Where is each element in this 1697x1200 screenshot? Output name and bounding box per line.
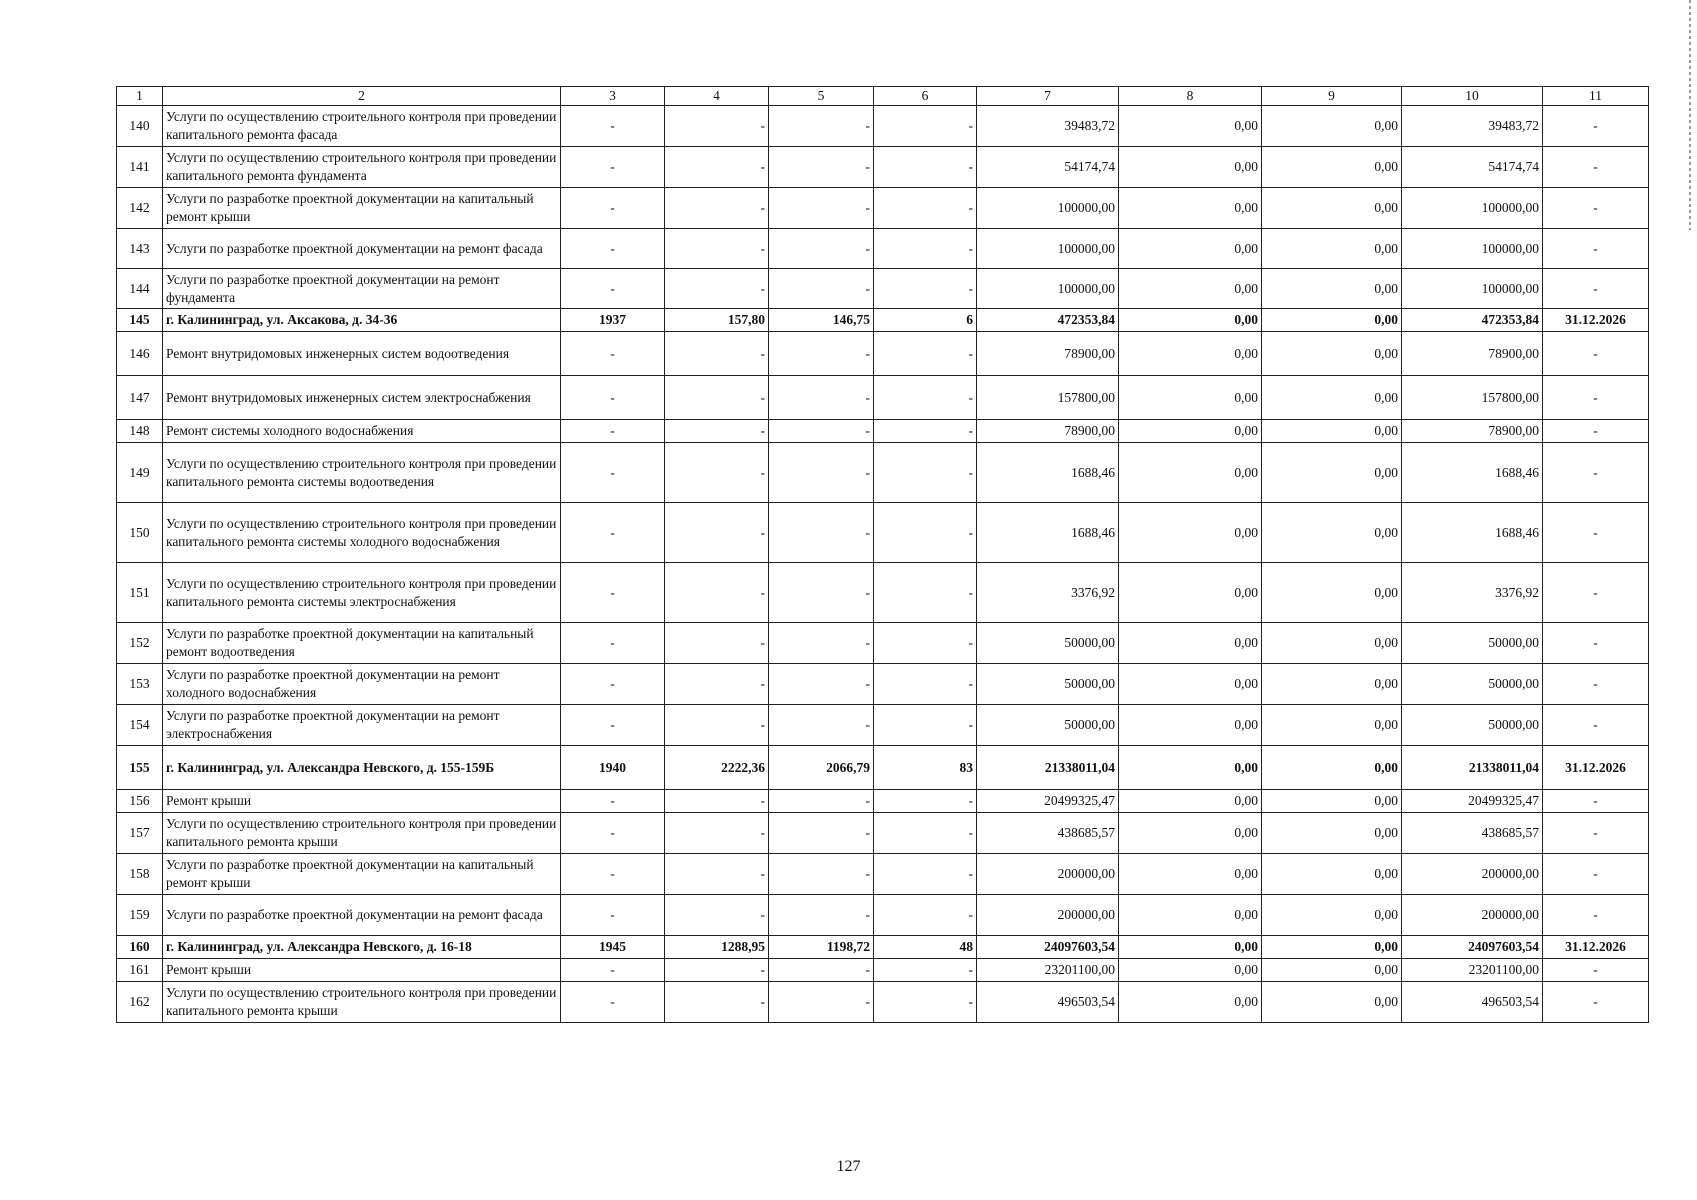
value-cell-c8: 0,00 (1119, 229, 1262, 269)
value-cell-c4: - (665, 376, 769, 420)
value-cell-c3: - (561, 982, 665, 1023)
value-cell-c7: 472353,84 (977, 309, 1119, 332)
value-cell-c9: 0,00 (1262, 229, 1402, 269)
value-cell-c3: - (561, 332, 665, 376)
value-cell-c5: - (769, 982, 874, 1023)
value-cell-c7: 200000,00 (977, 854, 1119, 895)
table-row (117, 147, 1649, 188)
value-cell-c7: 100000,00 (977, 269, 1119, 309)
scan-edge-mark (1689, 0, 1691, 230)
value-cell-c5: - (769, 443, 874, 503)
value-cell-c5: - (769, 503, 874, 563)
value-cell-c8: 0,00 (1119, 420, 1262, 443)
table-row (117, 790, 1649, 813)
value-cell-c9: 0,00 (1262, 623, 1402, 664)
value-cell-c7: 24097603,54 (977, 936, 1119, 959)
value-cell-c10: 78900,00 (1402, 420, 1543, 443)
value-cell-c8: 0,00 (1119, 147, 1262, 188)
value-cell-c10: 50000,00 (1402, 623, 1543, 664)
row-number-cell: 150 (117, 503, 163, 563)
value-cell-c6: - (874, 959, 977, 982)
value-cell-c6: 6 (874, 309, 977, 332)
value-cell-c10: 78900,00 (1402, 332, 1543, 376)
value-cell-c7: 3376,92 (977, 563, 1119, 623)
value-cell-c3: - (561, 705, 665, 746)
table-row (117, 705, 1649, 746)
value-cell-c5: - (769, 664, 874, 705)
value-cell-c8: 0,00 (1119, 895, 1262, 936)
header-cell: 6 (874, 87, 977, 106)
value-cell-c3: 1940 (561, 746, 665, 790)
table-row (117, 936, 1649, 959)
value-cell-c8: 0,00 (1119, 854, 1262, 895)
row-name-cell: г. Калининград, ул. Аксакова, д. 34-36 (163, 309, 561, 332)
value-cell-c6: 83 (874, 746, 977, 790)
value-cell-c11: - (1543, 269, 1649, 309)
value-cell-c9: 0,00 (1262, 376, 1402, 420)
value-cell-c8: 0,00 (1119, 443, 1262, 503)
row-number-cell: 152 (117, 623, 163, 664)
value-cell-c8: 0,00 (1119, 376, 1262, 420)
value-cell-c7: 438685,57 (977, 813, 1119, 854)
value-cell-c6: - (874, 106, 977, 147)
row-name-cell: Услуги по разработке проектной документации на капитальный ремонт крыши (163, 188, 561, 229)
value-cell-c7: 50000,00 (977, 664, 1119, 705)
value-cell-c3: - (561, 895, 665, 936)
table-row (117, 309, 1649, 332)
value-cell-c11: - (1543, 443, 1649, 503)
row-name-cell: Ремонт внутридомовых инженерных систем электроснабжения (163, 376, 561, 420)
table-row (117, 443, 1649, 503)
value-cell-c5: - (769, 376, 874, 420)
value-cell-c7: 78900,00 (977, 420, 1119, 443)
value-cell-c11: - (1543, 813, 1649, 854)
row-name-cell: Ремонт крыши (163, 790, 561, 813)
value-cell-c4: - (665, 664, 769, 705)
row-name-cell: Услуги по разработке проектной документации на ремонт фасада (163, 229, 561, 269)
row-name-cell: Услуги по разработке проектной документации на ремонт фасада (163, 895, 561, 936)
value-cell-c5: - (769, 147, 874, 188)
value-cell-c7: 78900,00 (977, 332, 1119, 376)
row-name-cell: Ремонт системы холодного водоснабжения (163, 420, 561, 443)
repair-program-table (116, 86, 1649, 1023)
value-cell-c4: - (665, 959, 769, 982)
value-cell-c4: 2222,36 (665, 746, 769, 790)
header-cell: 4 (665, 87, 769, 106)
value-cell-c7: 23201100,00 (977, 959, 1119, 982)
value-cell-c6: - (874, 982, 977, 1023)
value-cell-c4: - (665, 420, 769, 443)
value-cell-c9: 0,00 (1262, 147, 1402, 188)
value-cell-c8: 0,00 (1119, 332, 1262, 376)
value-cell-c5: 2066,79 (769, 746, 874, 790)
value-cell-c4: - (665, 705, 769, 746)
row-number-cell: 145 (117, 309, 163, 332)
header-cell: 10 (1402, 87, 1543, 106)
table-row (117, 623, 1649, 664)
value-cell-c4: - (665, 443, 769, 503)
value-cell-c8: 0,00 (1119, 106, 1262, 147)
value-cell-c11: - (1543, 895, 1649, 936)
value-cell-c8: 0,00 (1119, 309, 1262, 332)
value-cell-c3: - (561, 443, 665, 503)
value-cell-c10: 23201100,00 (1402, 959, 1543, 982)
table-row (117, 746, 1649, 790)
value-cell-c9: 0,00 (1262, 420, 1402, 443)
row-name-cell: г. Калининград, ул. Александра Невского, д. 155-159Б (163, 746, 561, 790)
value-cell-c5: - (769, 332, 874, 376)
value-cell-c3: - (561, 813, 665, 854)
value-cell-c4: - (665, 229, 769, 269)
value-cell-c3: - (561, 147, 665, 188)
table-row (117, 376, 1649, 420)
value-cell-c10: 50000,00 (1402, 664, 1543, 705)
value-cell-c3: - (561, 106, 665, 147)
value-cell-c7: 21338011,04 (977, 746, 1119, 790)
value-cell-c6: - (874, 332, 977, 376)
value-cell-c9: 0,00 (1262, 790, 1402, 813)
value-cell-c9: 0,00 (1262, 106, 1402, 147)
row-number-cell: 140 (117, 106, 163, 147)
value-cell-c11: - (1543, 854, 1649, 895)
value-cell-c6: - (874, 229, 977, 269)
value-cell-c11: - (1543, 147, 1649, 188)
value-cell-c10: 1688,46 (1402, 503, 1543, 563)
value-cell-c4: - (665, 895, 769, 936)
value-cell-c9: 0,00 (1262, 503, 1402, 563)
value-cell-c3: - (561, 503, 665, 563)
table-row (117, 332, 1649, 376)
value-cell-c3: - (561, 420, 665, 443)
value-cell-c6: - (874, 188, 977, 229)
table-row (117, 563, 1649, 623)
value-cell-c11: - (1543, 188, 1649, 229)
value-cell-c6: - (874, 376, 977, 420)
value-cell-c7: 1688,46 (977, 443, 1119, 503)
value-cell-c4: - (665, 188, 769, 229)
header-cell: 5 (769, 87, 874, 106)
value-cell-c5: - (769, 229, 874, 269)
row-number-cell: 154 (117, 705, 163, 746)
value-cell-c8: 0,00 (1119, 746, 1262, 790)
value-cell-c5: 1198,72 (769, 936, 874, 959)
value-cell-c10: 157800,00 (1402, 376, 1543, 420)
table-row (117, 813, 1649, 854)
value-cell-c9: 0,00 (1262, 309, 1402, 332)
row-name-cell: Ремонт крыши (163, 959, 561, 982)
value-cell-c4: 1288,95 (665, 936, 769, 959)
value-cell-c9: 0,00 (1262, 664, 1402, 705)
value-cell-c5: - (769, 563, 874, 623)
value-cell-c11: - (1543, 790, 1649, 813)
value-cell-c8: 0,00 (1119, 790, 1262, 813)
row-number-cell: 158 (117, 854, 163, 895)
value-cell-c4: - (665, 147, 769, 188)
table-row (117, 959, 1649, 982)
value-cell-c3: - (561, 269, 665, 309)
value-cell-c11: 31.12.2026 (1543, 936, 1649, 959)
row-number-cell: 156 (117, 790, 163, 813)
value-cell-c9: 0,00 (1262, 854, 1402, 895)
value-cell-c4: - (665, 106, 769, 147)
table-row (117, 664, 1649, 705)
header-cell: 9 (1262, 87, 1402, 106)
value-cell-c8: 0,00 (1119, 664, 1262, 705)
value-cell-c4: - (665, 269, 769, 309)
value-cell-c6: - (874, 705, 977, 746)
value-cell-c3: - (561, 563, 665, 623)
value-cell-c7: 50000,00 (977, 623, 1119, 664)
value-cell-c11: 31.12.2026 (1543, 746, 1649, 790)
value-cell-c7: 200000,00 (977, 895, 1119, 936)
value-cell-c7: 1688,46 (977, 503, 1119, 563)
table-row (117, 229, 1649, 269)
row-name-cell: Услуги по осуществлению строительного контроля при проведении капитального ремонта системы электроснабжения (163, 563, 561, 623)
value-cell-c11: 31.12.2026 (1543, 309, 1649, 332)
value-cell-c11: - (1543, 420, 1649, 443)
value-cell-c5: - (769, 959, 874, 982)
value-cell-c11: - (1543, 705, 1649, 746)
table-row (117, 269, 1649, 309)
value-cell-c3: - (561, 854, 665, 895)
value-cell-c8: 0,00 (1119, 936, 1262, 959)
value-cell-c10: 200000,00 (1402, 854, 1543, 895)
value-cell-c4: - (665, 790, 769, 813)
value-cell-c6: - (874, 854, 977, 895)
row-number-cell: 141 (117, 147, 163, 188)
row-name-cell: Услуги по разработке проектной документации на ремонт холодного водоснабжения (163, 664, 561, 705)
value-cell-c7: 50000,00 (977, 705, 1119, 746)
value-cell-c3: - (561, 959, 665, 982)
value-cell-c10: 39483,72 (1402, 106, 1543, 147)
value-cell-c10: 100000,00 (1402, 188, 1543, 229)
table-row (117, 106, 1649, 147)
header-cell: 2 (163, 87, 561, 106)
value-cell-c6: - (874, 790, 977, 813)
header-cell: 1 (117, 87, 163, 106)
value-cell-c5: - (769, 420, 874, 443)
header-cell: 8 (1119, 87, 1262, 106)
row-number-cell: 149 (117, 443, 163, 503)
value-cell-c9: 0,00 (1262, 443, 1402, 503)
value-cell-c5: - (769, 269, 874, 309)
value-cell-c10: 1688,46 (1402, 443, 1543, 503)
column-number-header (117, 87, 1649, 106)
row-name-cell: Услуги по осуществлению строительного контроля при проведении капитального ремонта фасада (163, 106, 561, 147)
value-cell-c10: 24097603,54 (1402, 936, 1543, 959)
value-cell-c7: 496503,54 (977, 982, 1119, 1023)
value-cell-c9: 0,00 (1262, 746, 1402, 790)
value-cell-c6: - (874, 813, 977, 854)
row-number-cell: 153 (117, 664, 163, 705)
value-cell-c9: 0,00 (1262, 563, 1402, 623)
value-cell-c9: 0,00 (1262, 269, 1402, 309)
value-cell-c6: 48 (874, 936, 977, 959)
value-cell-c8: 0,00 (1119, 959, 1262, 982)
value-cell-c5: - (769, 106, 874, 147)
value-cell-c6: - (874, 443, 977, 503)
value-cell-c11: - (1543, 332, 1649, 376)
table-body (117, 106, 1649, 1023)
value-cell-c8: 0,00 (1119, 188, 1262, 229)
value-cell-c4: - (665, 813, 769, 854)
row-name-cell: Услуги по разработке проектной документации на капитальный ремонт водоотведения (163, 623, 561, 664)
value-cell-c4: - (665, 623, 769, 664)
value-cell-c3: - (561, 376, 665, 420)
table-row (117, 982, 1649, 1023)
value-cell-c4: - (665, 854, 769, 895)
value-cell-c11: - (1543, 503, 1649, 563)
header-cell: 7 (977, 87, 1119, 106)
value-cell-c9: 0,00 (1262, 982, 1402, 1023)
value-cell-c6: - (874, 895, 977, 936)
value-cell-c11: - (1543, 664, 1649, 705)
value-cell-c5: - (769, 705, 874, 746)
row-number-cell: 146 (117, 332, 163, 376)
value-cell-c6: - (874, 269, 977, 309)
value-cell-c6: - (874, 623, 977, 664)
row-number-cell: 159 (117, 895, 163, 936)
value-cell-c9: 0,00 (1262, 936, 1402, 959)
value-cell-c7: 39483,72 (977, 106, 1119, 147)
value-cell-c9: 0,00 (1262, 813, 1402, 854)
value-cell-c7: 100000,00 (977, 229, 1119, 269)
value-cell-c9: 0,00 (1262, 895, 1402, 936)
header-cell: 3 (561, 87, 665, 106)
value-cell-c10: 54174,74 (1402, 147, 1543, 188)
value-cell-c8: 0,00 (1119, 563, 1262, 623)
table-row (117, 188, 1649, 229)
value-cell-c8: 0,00 (1119, 813, 1262, 854)
row-number-cell: 148 (117, 420, 163, 443)
value-cell-c8: 0,00 (1119, 503, 1262, 563)
value-cell-c9: 0,00 (1262, 188, 1402, 229)
row-name-cell: Услуги по разработке проектной документации на ремонт фундамента (163, 269, 561, 309)
value-cell-c8: 0,00 (1119, 269, 1262, 309)
table-row (117, 503, 1649, 563)
value-cell-c7: 54174,74 (977, 147, 1119, 188)
row-name-cell: Услуги по осуществлению строительного контроля при проведении капитального ремонта фундамента (163, 147, 561, 188)
table-row (117, 895, 1649, 936)
document-table-frame (116, 86, 1648, 1023)
value-cell-c6: - (874, 147, 977, 188)
page-number: 127 (836, 1158, 861, 1175)
value-cell-c10: 200000,00 (1402, 895, 1543, 936)
value-cell-c11: - (1543, 623, 1649, 664)
value-cell-c5: - (769, 790, 874, 813)
row-name-cell: Ремонт внутридомовых инженерных систем водоотведения (163, 332, 561, 376)
value-cell-c3: - (561, 664, 665, 705)
value-cell-c5: - (769, 895, 874, 936)
value-cell-c11: - (1543, 376, 1649, 420)
row-number-cell: 161 (117, 959, 163, 982)
value-cell-c10: 496503,54 (1402, 982, 1543, 1023)
value-cell-c5: - (769, 188, 874, 229)
value-cell-c3: - (561, 790, 665, 813)
value-cell-c10: 100000,00 (1402, 269, 1543, 309)
value-cell-c10: 100000,00 (1402, 229, 1543, 269)
value-cell-c3: - (561, 623, 665, 664)
value-cell-c10: 438685,57 (1402, 813, 1543, 854)
header-cell: 11 (1543, 87, 1649, 106)
table-row (117, 854, 1649, 895)
row-name-cell: Услуги по разработке проектной документации на капитальный ремонт крыши (163, 854, 561, 895)
value-cell-c6: - (874, 420, 977, 443)
row-name-cell: г. Калининград, ул. Александра Невского, д. 16-18 (163, 936, 561, 959)
row-number-cell: 144 (117, 269, 163, 309)
row-number-cell: 143 (117, 229, 163, 269)
value-cell-c9: 0,00 (1262, 959, 1402, 982)
value-cell-c10: 3376,92 (1402, 563, 1543, 623)
row-number-cell: 157 (117, 813, 163, 854)
row-number-cell: 147 (117, 376, 163, 420)
row-name-cell: Услуги по разработке проектной документации на ремонт электроснабжения (163, 705, 561, 746)
row-number-cell: 151 (117, 563, 163, 623)
value-cell-c4: - (665, 563, 769, 623)
value-cell-c8: 0,00 (1119, 623, 1262, 664)
row-name-cell: Услуги по осуществлению строительного контроля при проведении капитального ремонта системы водоотведения (163, 443, 561, 503)
value-cell-c10: 21338011,04 (1402, 746, 1543, 790)
row-number-cell: 142 (117, 188, 163, 229)
value-cell-c3: - (561, 188, 665, 229)
value-cell-c7: 20499325,47 (977, 790, 1119, 813)
value-cell-c6: - (874, 503, 977, 563)
row-name-cell: Услуги по осуществлению строительного контроля при проведении капитального ремонта системы холодного водоснабжения (163, 503, 561, 563)
value-cell-c5: - (769, 813, 874, 854)
value-cell-c3: 1945 (561, 936, 665, 959)
value-cell-c8: 0,00 (1119, 982, 1262, 1023)
value-cell-c4: - (665, 332, 769, 376)
row-number-cell: 160 (117, 936, 163, 959)
value-cell-c9: 0,00 (1262, 705, 1402, 746)
value-cell-c11: - (1543, 106, 1649, 147)
value-cell-c4: 157,80 (665, 309, 769, 332)
table-row (117, 420, 1649, 443)
value-cell-c7: 157800,00 (977, 376, 1119, 420)
value-cell-c11: - (1543, 229, 1649, 269)
value-cell-c6: - (874, 563, 977, 623)
value-cell-c5: - (769, 854, 874, 895)
value-cell-c10: 50000,00 (1402, 705, 1543, 746)
row-name-cell: Услуги по осуществлению строительного контроля при проведении капитального ремонта крыши (163, 982, 561, 1023)
row-name-cell: Услуги по осуществлению строительного контроля при проведении капитального ремонта крыши (163, 813, 561, 854)
row-number-cell: 155 (117, 746, 163, 790)
value-cell-c10: 472353,84 (1402, 309, 1543, 332)
value-cell-c4: - (665, 982, 769, 1023)
value-cell-c4: - (665, 503, 769, 563)
value-cell-c5: 146,75 (769, 309, 874, 332)
value-cell-c11: - (1543, 982, 1649, 1023)
value-cell-c9: 0,00 (1262, 332, 1402, 376)
value-cell-c3: 1937 (561, 309, 665, 332)
value-cell-c11: - (1543, 563, 1649, 623)
value-cell-c6: - (874, 664, 977, 705)
row-number-cell: 162 (117, 982, 163, 1023)
value-cell-c7: 100000,00 (977, 188, 1119, 229)
value-cell-c8: 0,00 (1119, 705, 1262, 746)
value-cell-c3: - (561, 229, 665, 269)
value-cell-c10: 20499325,47 (1402, 790, 1543, 813)
value-cell-c5: - (769, 623, 874, 664)
value-cell-c11: - (1543, 959, 1649, 982)
